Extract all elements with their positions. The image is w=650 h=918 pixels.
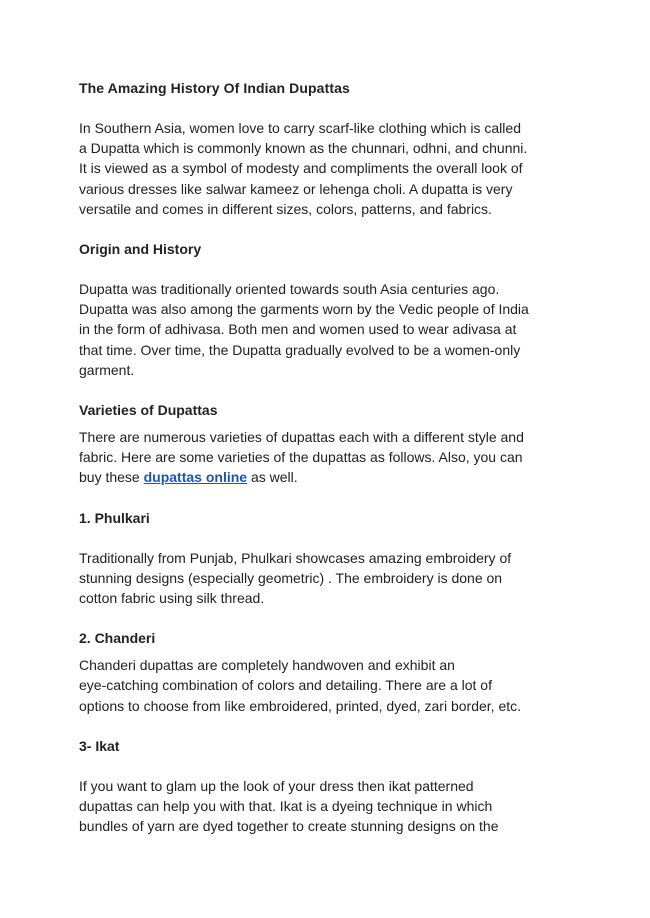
text-line: There are numerous varieties of dupattas each with a different style and: [79, 429, 524, 446]
document-title: The Amazing History Of Indian Dupattas: [79, 80, 350, 96]
text-line: eye-catching combination of colors and detailing. There are a lot of: [79, 677, 492, 694]
text-line: a Dupatta which is commonly known as the chunnari, odhni, and chunni.: [79, 140, 528, 157]
text-line: In Southern Asia, women love to carry scarf-like clothing which is called: [79, 120, 521, 136]
section-heading-chanderi: 2. Chanderi: [79, 630, 156, 647]
text-line: cotton fabric using silk thread.: [79, 590, 265, 607]
varieties-paragraph: [79, 427, 579, 488]
section-heading-varieties: Varieties of Dupattas: [79, 402, 218, 419]
text-line: options to choose from like embroidered, printed, dyed, zari border, etc.: [79, 697, 522, 714]
text-line: dupattas can help you with that. Ikat is a dyeing technique in which: [79, 798, 493, 815]
text-line: Dupatta was traditionally oriented towards south Asia centuries ago.: [79, 281, 500, 298]
text-line: stunning designs (especially geometric) . The embroidery is done on: [79, 569, 503, 586]
text-fragment: as well.: [247, 469, 298, 486]
text-line: bundles of yarn are dyed together to create stunning designs on the: [79, 818, 499, 835]
dupattas-online-link[interactable]: dupattas online: [143, 469, 248, 486]
chanderi-paragraph: [79, 655, 579, 716]
text-line: Traditionally from Punjab, Phulkari showcases amazing embroidery of: [79, 549, 512, 566]
section-heading-origin: Origin and History: [79, 241, 202, 258]
text-line: If you want to glam up the look of your dress then ikat patterned: [79, 777, 474, 794]
text-line: garment.: [79, 361, 135, 378]
section-heading-ikat: 3- Ikat: [79, 737, 120, 754]
text-line: in the form of adhivasa. Both men and women used to wear adivasa at: [79, 321, 517, 338]
text-line: that time. Over time, the Dupatta gradually evolved to be a women-only: [79, 341, 521, 358]
phulkari-paragraph: [79, 548, 579, 609]
origin-paragraph: [79, 279, 579, 380]
text-fragment: buy these: [79, 469, 144, 486]
text-line: various dresses like salwar kameez or lehenga choli. A dupatta is very: [79, 180, 513, 197]
text-line: versatile and comes in different sizes, colors, patterns, and fabrics.: [79, 200, 492, 217]
ikat-paragraph: [79, 776, 579, 837]
section-heading-phulkari: 1. Phulkari: [79, 509, 150, 526]
text-line: Dupatta was also among the garments worn by the Vedic people of India: [79, 301, 529, 318]
text-line: fabric. Here are some varieties of the dupattas as follows. Also, you can: [79, 449, 523, 466]
text-line: Chanderi dupattas are completely handwoven and exhibit an: [79, 657, 455, 674]
text-line: [79, 467, 579, 487]
text-line: It is viewed as a symbol of modesty and compliments the overall look of: [79, 160, 523, 177]
document-body: [79, 78, 579, 836]
intro-paragraph: [79, 118, 579, 219]
